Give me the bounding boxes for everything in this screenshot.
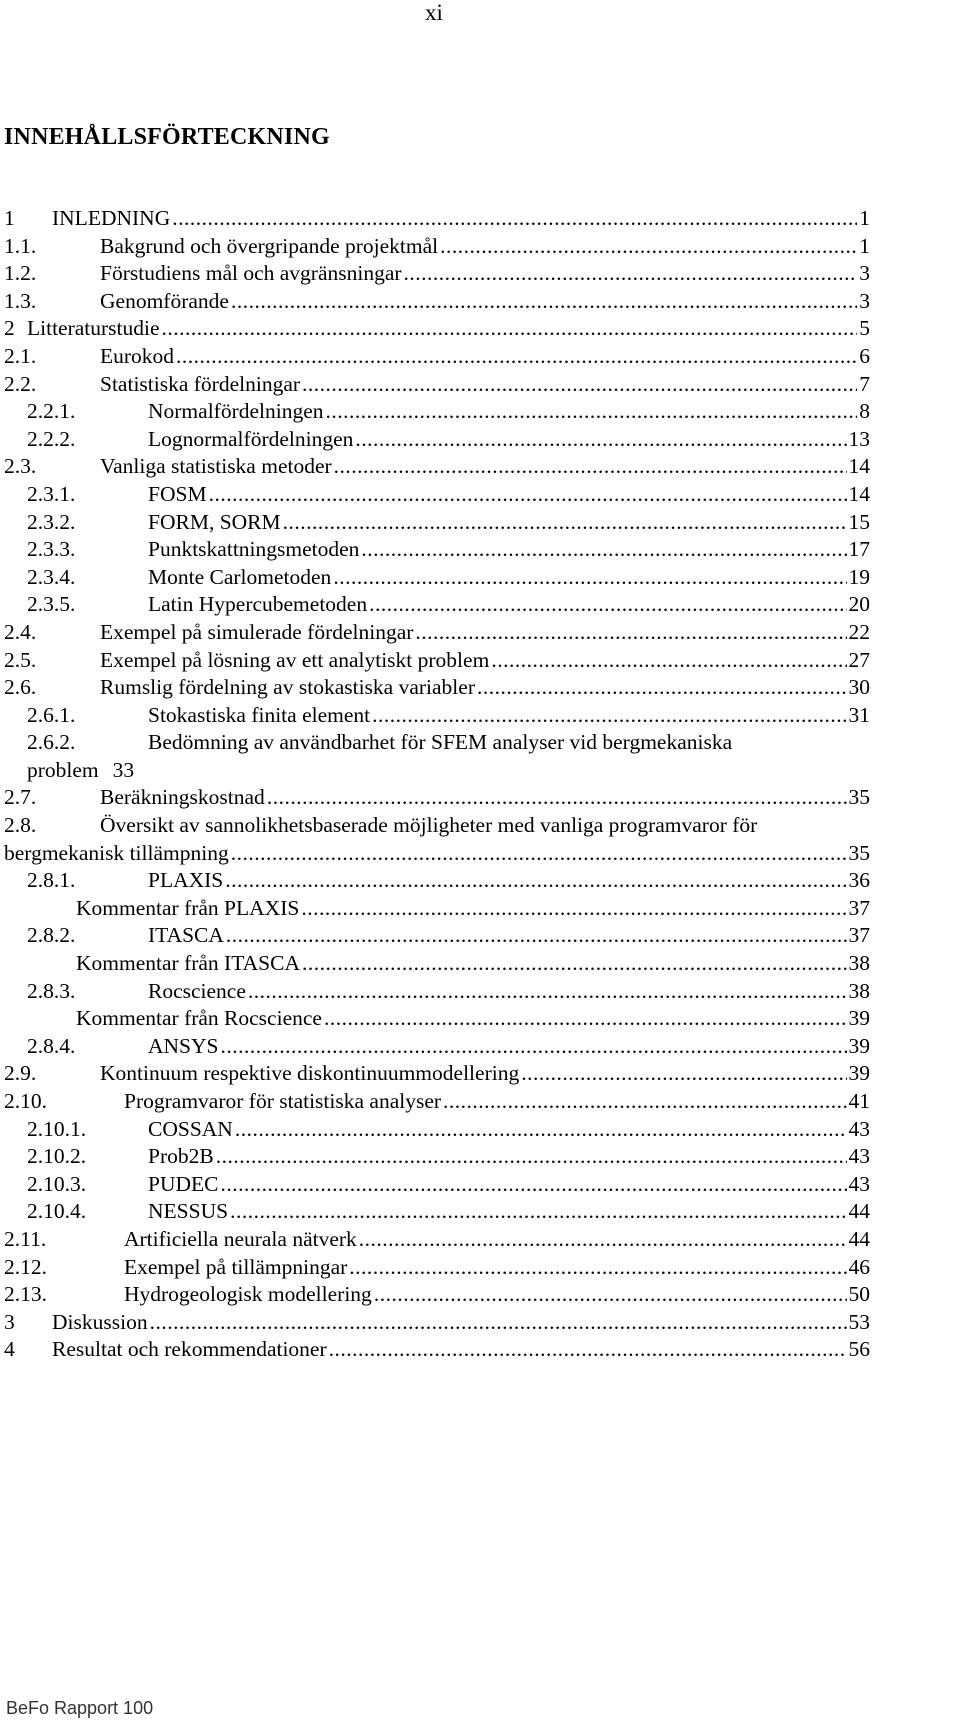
- toc-dot-leader: [443, 1088, 846, 1116]
- toc-dot-leader: [231, 288, 857, 316]
- toc-entry[interactable]: [0, 398, 870, 426]
- toc-entry-number: 1.1.: [4, 233, 37, 258]
- toc-entry-number: 2.2.: [4, 371, 37, 396]
- toc-entry-number: 2.2.2.: [27, 426, 76, 451]
- toc-dot-leader: [355, 426, 846, 454]
- toc-entry[interactable]: [0, 729, 870, 757]
- toc-entry-page: 33: [112, 757, 135, 782]
- toc-entry[interactable]: [0, 674, 870, 702]
- toc-entry-title: Stokastiska finita element: [148, 702, 371, 727]
- page-number: xi: [425, 0, 443, 25]
- toc-entry-title: Genomförande: [100, 288, 229, 313]
- toc-entry[interactable]: [0, 840, 870, 868]
- toc-entry-title: Artificiella neurala nätverk: [124, 1226, 357, 1251]
- toc-entry-number: 1: [4, 206, 15, 230]
- toc-entry[interactable]: [0, 1281, 870, 1309]
- toc-entry-number: 4: [4, 1337, 15, 1362]
- toc-dot-leader: [231, 840, 847, 868]
- toc-entry-page: 39: [848, 1006, 870, 1031]
- toc-entry-number: 2.6.2.: [27, 730, 76, 755]
- toc-entry-page: 43: [848, 1171, 870, 1196]
- toc-dot-leader: [374, 1281, 847, 1309]
- toc-entry-number: 2.4.: [4, 619, 37, 644]
- toc-entry-page: 8: [859, 399, 870, 424]
- toc-entry-title: Kommentar från Rocscience: [76, 1006, 322, 1031]
- toc-entry-page: 19: [848, 564, 870, 589]
- toc-entry-title: Exempel på simulerade fördelningar: [100, 619, 414, 644]
- toc-dot-leader: [326, 398, 858, 426]
- toc-entry-number: 2.8.: [4, 813, 37, 838]
- toc-entry-page: 22: [848, 619, 870, 644]
- toc-entry-number: 2.11.: [4, 1226, 47, 1251]
- toc-entry[interactable]: [0, 702, 870, 730]
- toc-entry-title: Bakgrund och övergripande projektmål: [100, 233, 439, 258]
- toc-entry-number: 1.3.: [4, 288, 37, 313]
- toc-entry-number: 2.3.2.: [27, 509, 76, 534]
- toc-dot-leader: [477, 674, 847, 702]
- toc-entry-page: 41: [848, 1089, 870, 1113]
- toc-dot-leader: [248, 978, 847, 1006]
- toc-entry-number: 2.8.3.: [27, 978, 76, 1003]
- toc-entry-title: Kommentar från ITASCA: [76, 951, 300, 976]
- toc-entry[interactable]: [0, 1060, 870, 1088]
- toc-entry-number: 2.5.: [4, 647, 37, 672]
- toc-entry-title: bergmekanisk tillämpning: [4, 840, 229, 865]
- toc-entry[interactable]: [0, 895, 870, 923]
- toc-entry[interactable]: [0, 233, 870, 261]
- toc-dot-leader: [372, 702, 846, 730]
- toc-entry-page: 1: [859, 233, 870, 258]
- toc-entry[interactable]: [0, 481, 870, 509]
- toc-entry-number: 2.3.: [4, 454, 37, 479]
- toc-entry-title: COSSAN: [148, 1116, 233, 1141]
- toc-entry-title: Vanliga statistiska metoder: [100, 454, 332, 479]
- toc-entry-number: 2.8.1.: [27, 868, 76, 893]
- toc-entry-page: 44: [848, 1226, 870, 1251]
- toc-entry[interactable]: [0, 1088, 870, 1116]
- toc-entry-page: 17: [848, 537, 870, 562]
- toc-entry-page: 35: [848, 785, 870, 810]
- toc-entry-number: 2.10.3.: [27, 1171, 87, 1196]
- toc-entry[interactable]: [0, 922, 870, 950]
- toc-entry-title: PLAXIS: [148, 868, 224, 893]
- toc-dot-leader: [230, 1198, 846, 1226]
- toc-entry-page: 5: [859, 316, 870, 341]
- toc-dot-leader: [220, 1171, 846, 1199]
- toc-entry[interactable]: [0, 757, 870, 785]
- toc-entry-title: Exempel på tillämpningar: [124, 1254, 348, 1279]
- toc-entry-page: 35: [848, 840, 870, 865]
- toc-entry-title: FORM, SORM: [148, 509, 281, 534]
- toc-entry[interactable]: [0, 315, 870, 343]
- toc-dot-leader: [209, 481, 847, 509]
- toc-entry-title: problem: [27, 757, 99, 782]
- toc-entry-page: 46: [848, 1254, 870, 1279]
- toc-dot-leader: [333, 564, 846, 592]
- toc-entry-title: Förstudiens mål och avgränsningar: [100, 261, 402, 286]
- toc-dot-leader: [334, 453, 847, 481]
- toc-entry[interactable]: [0, 564, 870, 592]
- toc-entry-title: Resultat och rekommendationer: [52, 1337, 327, 1362]
- toc-entry-number: 2.10.4.: [27, 1199, 87, 1224]
- toc-dot-leader: [150, 1309, 847, 1337]
- toc-entry[interactable]: [0, 343, 870, 371]
- toc-dot-leader: [226, 922, 847, 950]
- table-of-contents: [0, 205, 870, 1364]
- toc-entry-title: ITASCA: [148, 923, 224, 948]
- toc-entry[interactable]: [0, 509, 870, 537]
- toc-entry-page: 6: [859, 343, 870, 368]
- toc-entry-page: 14: [848, 454, 870, 479]
- toc-entry-title: Hydrogeologisk modellering: [124, 1282, 372, 1307]
- toc-entry[interactable]: [0, 1226, 870, 1254]
- toc-entry-title: Eurokod: [100, 343, 175, 368]
- toc-entry-number: 2.2.1.: [27, 399, 76, 424]
- toc-dot-leader: [225, 867, 846, 895]
- toc-entry[interactable]: [0, 784, 870, 812]
- toc-dot-leader: [369, 591, 846, 619]
- toc-entry-title: Rumslig fördelning av stokastiska variabler: [100, 675, 475, 700]
- toc-entry-page: 36: [848, 868, 870, 893]
- toc-entry-title: NESSUS: [148, 1199, 229, 1224]
- toc-entry-page: 43: [848, 1144, 870, 1169]
- toc-entry-number: 2.7.: [4, 785, 37, 810]
- toc-entry-title: Rocscience: [148, 978, 246, 1003]
- toc-entry[interactable]: [0, 1171, 870, 1199]
- footer-report-label: BeFo Rapport 100: [6, 1698, 154, 1718]
- toc-entry-title: Kommentar från PLAXIS: [76, 895, 300, 920]
- toc-dot-leader: [324, 1005, 847, 1033]
- toc-dot-leader: [329, 1336, 847, 1364]
- toc-dot-leader: [267, 784, 847, 812]
- toc-entry-number: 2.3.3.: [27, 537, 76, 562]
- toc-entry-page: 50: [848, 1282, 870, 1307]
- toc-dot-leader: [172, 205, 857, 233]
- toc-entry-title: INLEDNING: [52, 206, 171, 230]
- toc-dot-leader: [404, 260, 858, 288]
- toc-entry-title: Kontinuum respektive diskontinuummodellering: [100, 1061, 520, 1086]
- toc-entry-page: 3: [859, 261, 870, 286]
- toc-entry-page: 14: [848, 481, 870, 506]
- toc-entry[interactable]: [0, 536, 870, 564]
- toc-entry[interactable]: [0, 1198, 870, 1226]
- toc-entry-title: FOSM: [148, 481, 207, 506]
- toc-entry-number: 2.12.: [4, 1254, 47, 1279]
- toc-entry-page: 38: [848, 978, 870, 1003]
- toc-dot-leader: [440, 233, 857, 261]
- toc-entry-number: 2.3.1.: [27, 481, 76, 506]
- toc-entry[interactable]: [0, 1033, 870, 1061]
- toc-entry-number: 2.10.2.: [27, 1144, 87, 1169]
- toc-entry[interactable]: [0, 619, 870, 647]
- toc-entry-page: 13: [848, 426, 870, 451]
- toc-entry-title: Beräkningskostnad: [100, 785, 265, 810]
- toc-entry[interactable]: [0, 371, 870, 399]
- toc-dot-leader: [349, 1254, 846, 1282]
- toc-entry[interactable]: [0, 867, 870, 895]
- toc-entry-number: 2.10.1.: [27, 1116, 87, 1141]
- toc-entry-page: 44: [848, 1199, 870, 1224]
- toc-entry[interactable]: [0, 1336, 870, 1364]
- toc-entry-number: 2.8.2.: [27, 923, 76, 948]
- toc-dot-leader: [301, 895, 846, 923]
- toc-entry-number: 2.8.4.: [27, 1033, 76, 1058]
- toc-dot-leader: [302, 371, 857, 399]
- toc-entry-title: Latin Hypercubemetoden: [148, 592, 368, 617]
- toc-entry-page: 1: [859, 206, 870, 230]
- toc-entry-page: 56: [848, 1337, 870, 1362]
- toc-entry-number: 3: [4, 1309, 15, 1334]
- toc-entry[interactable]: [0, 950, 870, 978]
- toc-entry[interactable]: [0, 453, 870, 481]
- toc-entry-title: Punktskattningsmetoden: [148, 537, 360, 562]
- toc-entry[interactable]: [0, 978, 870, 1006]
- toc-entry[interactable]: [0, 1005, 870, 1033]
- toc-entry[interactable]: [0, 812, 870, 840]
- toc-dot-leader: [221, 1033, 847, 1061]
- toc-entry-title: Prob2B: [148, 1144, 214, 1169]
- toc-entry-number: 2.6.1.: [27, 702, 76, 727]
- toc-entry[interactable]: [0, 260, 870, 288]
- toc-entry-title: Monte Carlometoden: [148, 564, 332, 589]
- toc-entry[interactable]: [0, 647, 870, 675]
- toc-dot-leader: [491, 647, 846, 675]
- toc-entry[interactable]: [0, 1309, 870, 1337]
- toc-dot-leader: [162, 315, 858, 343]
- toc-entry-page: 20: [848, 592, 870, 617]
- toc-entry-page: 7: [859, 371, 870, 396]
- toc-entry[interactable]: [0, 205, 870, 233]
- toc-entry-page: 15: [848, 509, 870, 534]
- toc-dot-leader: [361, 536, 846, 564]
- toc-entry-title: Statistiska fördelningar: [100, 371, 301, 396]
- toc-entry-title: Bedömning av användbarhet för SFEM analyser vid bergmekaniska: [148, 730, 733, 755]
- toc-dot-leader: [283, 509, 847, 537]
- toc-entry-page: 53: [848, 1309, 870, 1334]
- toc-entry-page: 38: [848, 951, 870, 976]
- toc-entry-number: 2: [4, 316, 15, 341]
- toc-entry-number: 2.1.: [4, 343, 37, 368]
- toc-entry[interactable]: [0, 1116, 870, 1144]
- toc-entry-title: ANSYS: [148, 1033, 219, 1058]
- toc-entry-page: 27: [848, 647, 870, 672]
- toc-entry-number: 2.3.4.: [27, 564, 76, 589]
- toc-entry-title: Programvaror för statistiska analyser: [124, 1089, 442, 1113]
- toc-dot-leader: [216, 1143, 847, 1171]
- toc-entry-title: Litteraturstudie: [27, 316, 160, 341]
- toc-entry-page: 37: [848, 895, 870, 920]
- toc-entry[interactable]: [0, 591, 870, 619]
- toc-entry-title: PUDEC: [148, 1171, 219, 1196]
- toc-entry-number: 2.10.: [4, 1089, 47, 1113]
- toc-entry-page: 39: [848, 1061, 870, 1086]
- toc-entry-title: Normalfördelningen: [148, 399, 324, 424]
- toc-dot-leader: [359, 1226, 847, 1254]
- toc-dot-leader: [302, 950, 847, 978]
- toc-entry-page: 39: [848, 1033, 870, 1058]
- toc-entry-number: 2.3.5.: [27, 592, 76, 617]
- toc-heading: INNEHÅLLSFÖRTECKNING: [4, 124, 330, 150]
- toc-entry-title: Diskussion: [52, 1309, 148, 1334]
- toc-entry-number: 2.13.: [4, 1282, 47, 1307]
- toc-dot-leader: [176, 343, 857, 371]
- toc-entry-page: 37: [848, 923, 870, 948]
- toc-entry[interactable]: [0, 1254, 870, 1282]
- toc-entry[interactable]: [0, 288, 870, 316]
- toc-entry-page: 30: [848, 675, 870, 700]
- toc-entry-title: Lognormalfördelningen: [148, 426, 354, 451]
- toc-dot-leader: [415, 619, 846, 647]
- toc-entry-page: 31: [848, 702, 870, 727]
- toc-entry-page: 3: [859, 288, 870, 313]
- toc-entry-page: 43: [848, 1116, 870, 1141]
- toc-entry[interactable]: [0, 426, 870, 454]
- toc-entry-title: Översikt av sannolikhetsbaserade möjligheter med vanliga programvaror för: [100, 813, 758, 838]
- toc-dot-leader: [235, 1116, 847, 1144]
- toc-entry-number: 2.9.: [4, 1061, 37, 1086]
- toc-entry[interactable]: [0, 1143, 870, 1171]
- toc-dot-leader: [521, 1060, 846, 1088]
- toc-entry-title: Exempel på lösning av ett analytiskt problem: [100, 647, 490, 672]
- toc-entry-number: 2.6.: [4, 675, 37, 700]
- toc-entry-number: 1.2.: [4, 261, 37, 286]
